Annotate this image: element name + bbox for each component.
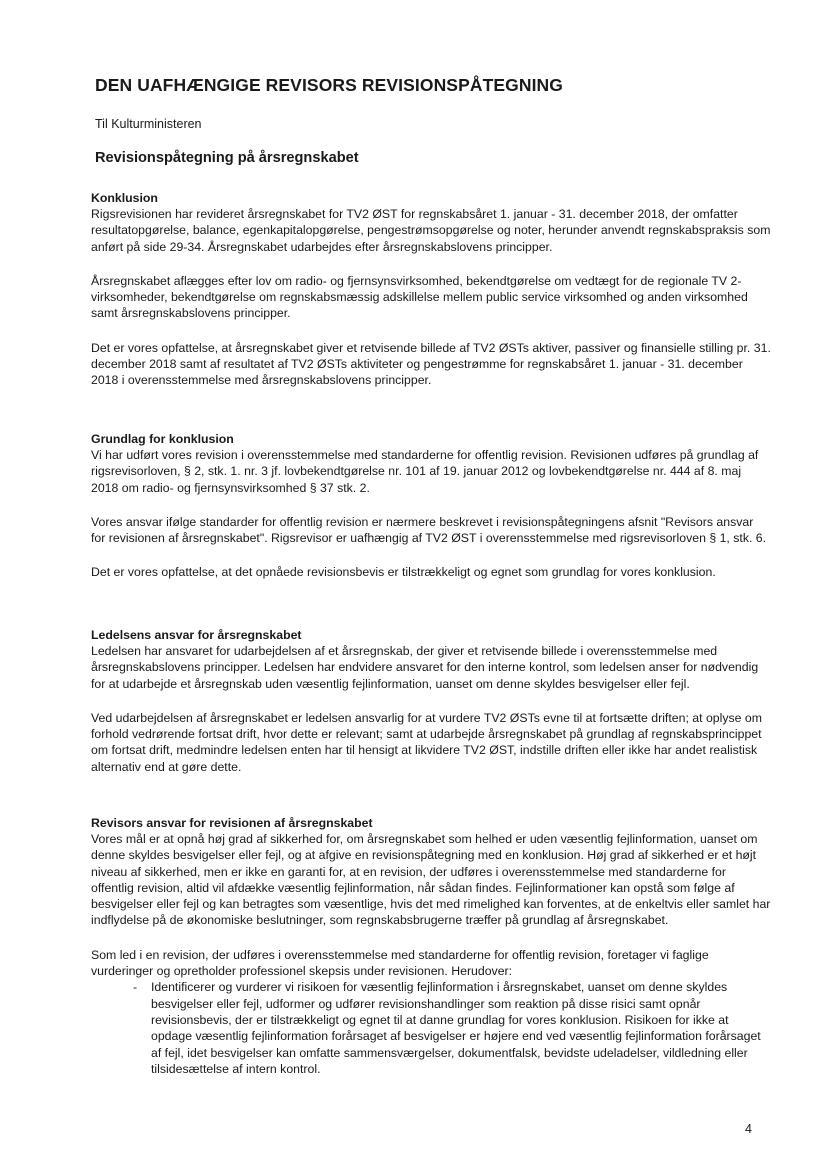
grundlag-paragraph-3: Det er vores opfattelse, at det opnåede revisionsbevis er tilstrækkeligt og egnet som grundlag for vores konklusion. bbox=[91, 565, 716, 580]
list-item bbox=[91, 979, 771, 1077]
section-ledelsens-ansvar bbox=[91, 627, 771, 775]
page-number: 4 bbox=[745, 1122, 752, 1136]
ledelsens-heading: Ledelsens ansvar for årsregnskabet bbox=[91, 628, 302, 642]
section-title: Revisionspåtegning på årsregnskabet bbox=[95, 150, 359, 166]
ledelsens-paragraph-1: Ledelsen har ansvaret for udarbejdelsen af et årsregnskab, der giver et retvisende billede i overensstemmelse med årsregnskabslovens principper. Ledelsen har endvidere ansvaret for den interne kontrol, som ledelsen anser for nødvendig for at udarbejde et årsregnskab uden væsentlig fejlinformation, uanset om denne skyldes besvigelser eller fejl. bbox=[91, 644, 759, 691]
revisors-paragraph-1: Vores mål er at opnå høj grad af sikkerhed for, om årsregnskabet som helhed er uden væsentlig fejlinformation, uanset om denne skyldes besvigelser eller fejl, og at afgive en revisionspåtegning med en konklusion. Høj grad af sikkerhed er et højt niveau af sikkerhed, men er ikke en garanti for, at en revision, der udføres i overensstemmelse med standarderne for offentlig revision, altid vil afdække væsentlig fejlinformation, når sådan findes. Fejlinformationer kan opstå som følge af besvigelser eller fejl og kan betragtes som væsentlige, hvis det med rimelighed kan forventes, at de enkeltvis eller samlet har indflydelse på de økonomiske beslutninger, som regnskabsbrugerne træffer på grundlag af årsregnskabet. bbox=[91, 832, 771, 928]
bullet-marker: - bbox=[133, 980, 138, 995]
konklusion-heading: Konklusion bbox=[91, 191, 158, 205]
bullet-list bbox=[91, 979, 771, 1077]
bullet-text: Identificerer og vurderer vi risikoen for væsentlig fejlinformation i årsregnskabet, uanset om denne skyldes besvigelser eller fejl, udformer og udfører revisionshandlinger som reaktion på disse risici samt opnår revisionsbevis, der er tilstrækkeligt og egnet til at danne grundlag for vores konklusion. Risikoen for ikke at opdage væsentlig fejlinformation forårsaget af besvigelser er højere end ved væsentlig fejlinformation forårsaget af fejl, idet besvigelser kan omfatte sammensværgelser, dokumentfalsk, bevidste udeladelser, vildledning eller tilsidesættelse af intern kontrol. bbox=[151, 980, 761, 1076]
grundlag-paragraph-2: Vores ansvar ifølge standarder for offentlig revision er nærmere beskrevet i revisionspåtegningens afsnit "Revisors ansvar for revisionen af årsregnskabet". Rigsrevisor er uafhængig af TV2 ØST i overensstemmelse med rigsrevisorloven § 1, stk. 6. bbox=[91, 514, 767, 546]
revisors-paragraph-2: Som led i en revision, der udføres i overensstemmelse med standarderne for offentlig revision, foretager vi faglige vurderinger og opretholder professionel skepsis under revisionen. Herudover: bbox=[91, 947, 709, 979]
konklusion-paragraph-2: Årsregnskabet aflægges efter lov om radio- og fjernsynsvirksomhed, bekendtgørelse om vedtægt for de regionale TV 2-virksomheder, bekendtgørelse om regnskabsmæssig adskillelse mellem public service virksomhed og anden virksomhed samt årsregnskabslovens principper. bbox=[91, 273, 748, 321]
section-revisors-ansvar bbox=[91, 815, 771, 1077]
ledelsens-paragraph-2: Ved udarbejdelsen af årsregnskabet er ledelsen ansvarlig for at vurdere TV2 ØSTs evne til at fortsætte driften; at oplyse om forhold vedrørende fortsat drift, hvor dette er relevant; samt at udarbejde årsregnskabet på grundlag af regnskabsprincippet om fortsat drift, medmindre ledelsen enten har til hensigt at likvidere TV2 ØST, indstille driften eller ikke har andet realistisk alternativ end at gøre dette. bbox=[91, 710, 762, 774]
revisors-heading: Revisors ansvar for revisionen af årsregnskabet bbox=[91, 816, 373, 830]
addressee: Til Kulturministeren bbox=[95, 117, 202, 131]
grundlag-heading: Grundlag for konklusion bbox=[91, 432, 234, 446]
konklusion-paragraph-1: Rigsrevisionen har revideret årsregnskabet for TV2 ØST for regnskabsåret 1. januar - 31. december 2018, der omfatter resultatopgørelse, balance, egenkapitalopgørelse, pengestrømsopgørelse og noter, herunder anvendt regnskabspraksis som anført på side 29-34. Årsregnskabet udarbejdes efter årsregnskabslovens principper. bbox=[91, 207, 771, 254]
document-title: DEN UAFHÆNGIGE REVISORS REVISIONSPÅTEGNING bbox=[95, 75, 564, 95]
section-konklusion bbox=[91, 190, 771, 389]
konklusion-paragraph-3: Det er vores opfattelse, at årsregnskabet giver et retvisende billede af TV2 ØSTs aktiver, passiver og finansielle stilling pr. 31. december 2018 samt af resultatet af TV2 ØSTs aktiviteter og pengestrømme for regnskabsåret 1. januar - 31. december 2018 i overensstemmelse med årsregnskabslovens principper. bbox=[91, 340, 771, 388]
section-grundlag bbox=[91, 431, 771, 581]
grundlag-paragraph-1: Vi har udført vores revision i overensstemmelse med standarderne for offentlig revision. Revisionen udføres på grundlag af rigsrevisorloven, § 2, stk. 1. nr. 3 jf. lovbekendtgørelse nr. 101 af 19. januar 2012 og lovbekendtgørelse nr. 444 af 8. maj 2018 om radio- og fjernsynsvirksomhed § 37 stk. 2. bbox=[91, 448, 759, 495]
